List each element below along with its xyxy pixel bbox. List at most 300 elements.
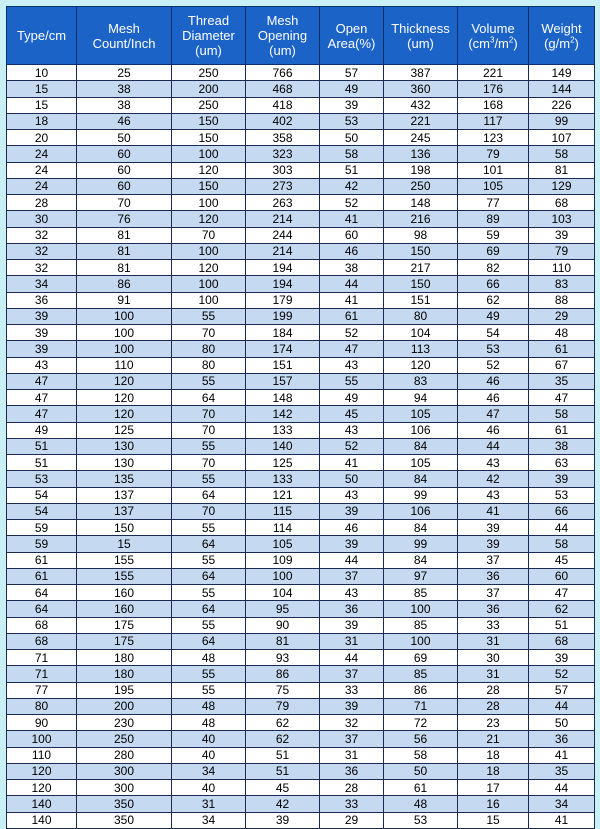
- cell-thickness: 61: [384, 780, 458, 796]
- cell-type-cm: 32: [7, 243, 77, 259]
- cell-type-cm: 49: [7, 422, 77, 438]
- cell-mesh-opening: 468: [246, 81, 320, 97]
- cell-thickness: 221: [384, 113, 458, 129]
- cell-mesh-opening: 402: [246, 113, 320, 129]
- cell-type-cm: 53: [7, 471, 77, 487]
- cell-mesh-count: 38: [77, 97, 172, 113]
- cell-open-area: 57: [320, 65, 384, 81]
- cell-open-area: 60: [320, 227, 384, 243]
- mesh-spec-table-container: [6, 6, 594, 828]
- cell-open-area: 53: [320, 113, 384, 129]
- cell-open-area: 47: [320, 341, 384, 357]
- cell-weight: 44: [529, 780, 595, 796]
- table-row: [7, 146, 595, 162]
- cell-weight: 103: [529, 211, 595, 227]
- cell-open-area: 50: [320, 130, 384, 146]
- cell-thickness: 100: [384, 601, 458, 617]
- table-row: [7, 276, 595, 292]
- cell-weight: 35: [529, 763, 595, 779]
- cell-mesh-opening: 174: [246, 341, 320, 357]
- cell-open-area: 43: [320, 585, 384, 601]
- cell-volume: 47: [458, 406, 529, 422]
- table-row: [7, 503, 595, 519]
- header-thickness: Thickness (um): [384, 7, 458, 65]
- cell-thread-diameter: 70: [172, 422, 246, 438]
- cell-weight: 57: [529, 682, 595, 698]
- cell-mesh-opening: 51: [246, 747, 320, 763]
- table-row: [7, 341, 595, 357]
- cell-open-area: 52: [320, 195, 384, 211]
- cell-mesh-opening: 105: [246, 536, 320, 552]
- cell-mesh-count: 155: [77, 568, 172, 584]
- cell-thread-diameter: 55: [172, 552, 246, 568]
- cell-type-cm: 61: [7, 568, 77, 584]
- cell-thickness: 387: [384, 65, 458, 81]
- cell-weight: 51: [529, 617, 595, 633]
- cell-open-area: 28: [320, 780, 384, 796]
- cell-type-cm: 47: [7, 406, 77, 422]
- cell-weight: 88: [529, 292, 595, 308]
- cell-thread-diameter: 70: [172, 227, 246, 243]
- cell-thickness: 105: [384, 406, 458, 422]
- cell-type-cm: 71: [7, 650, 77, 666]
- cell-mesh-opening: 79: [246, 698, 320, 714]
- cell-type-cm: 18: [7, 113, 77, 129]
- cell-open-area: 36: [320, 601, 384, 617]
- cell-type-cm: 120: [7, 763, 77, 779]
- cell-weight: 129: [529, 178, 595, 194]
- cell-mesh-count: 81: [77, 227, 172, 243]
- table-row: [7, 536, 595, 552]
- cell-weight: 60: [529, 568, 595, 584]
- cell-volume: 31: [458, 666, 529, 682]
- cell-open-area: 52: [320, 325, 384, 341]
- cell-type-cm: 32: [7, 227, 77, 243]
- cell-thread-diameter: 48: [172, 698, 246, 714]
- cell-thread-diameter: 200: [172, 81, 246, 97]
- table-row: [7, 162, 595, 178]
- cell-open-area: 49: [320, 390, 384, 406]
- cell-volume: 31: [458, 633, 529, 649]
- cell-mesh-count: 195: [77, 682, 172, 698]
- cell-thickness: 250: [384, 178, 458, 194]
- cell-weight: 39: [529, 471, 595, 487]
- cell-thickness: 48: [384, 796, 458, 812]
- cell-thread-diameter: 100: [172, 276, 246, 292]
- cell-thread-diameter: 55: [172, 308, 246, 324]
- cell-thickness: 98: [384, 227, 458, 243]
- cell-thread-diameter: 55: [172, 682, 246, 698]
- cell-open-area: 46: [320, 243, 384, 259]
- cell-thread-diameter: 64: [172, 536, 246, 552]
- cell-mesh-opening: 133: [246, 471, 320, 487]
- cell-type-cm: 54: [7, 487, 77, 503]
- cell-weight: 58: [529, 146, 595, 162]
- cell-thread-diameter: 120: [172, 260, 246, 276]
- table-row: [7, 422, 595, 438]
- cell-open-area: 39: [320, 698, 384, 714]
- cell-mesh-opening: 51: [246, 763, 320, 779]
- table-row: [7, 243, 595, 259]
- table-row: [7, 747, 595, 763]
- cell-mesh-opening: 194: [246, 276, 320, 292]
- cell-mesh-count: 50: [77, 130, 172, 146]
- cell-thickness: 216: [384, 211, 458, 227]
- cell-open-area: 51: [320, 162, 384, 178]
- cell-weight: 45: [529, 552, 595, 568]
- cell-volume: 44: [458, 438, 529, 454]
- cell-mesh-count: 180: [77, 650, 172, 666]
- cell-mesh-count: 76: [77, 211, 172, 227]
- cell-thread-diameter: 40: [172, 747, 246, 763]
- header-volume: Volume $(cm^3/m^2)$: [458, 7, 529, 65]
- cell-mesh-opening: 179: [246, 292, 320, 308]
- cell-type-cm: 64: [7, 585, 77, 601]
- cell-volume: 41: [458, 503, 529, 519]
- cell-weight: 44: [529, 520, 595, 536]
- cell-mesh-opening: 100: [246, 568, 320, 584]
- cell-open-area: 58: [320, 146, 384, 162]
- cell-volume: 46: [458, 390, 529, 406]
- cell-type-cm: 15: [7, 81, 77, 97]
- cell-mesh-opening: 273: [246, 178, 320, 194]
- cell-type-cm: 10: [7, 65, 77, 81]
- cell-thread-diameter: 55: [172, 585, 246, 601]
- cell-thickness: 84: [384, 471, 458, 487]
- cell-thickness: 85: [384, 617, 458, 633]
- cell-type-cm: 59: [7, 520, 77, 536]
- cell-type-cm: 39: [7, 341, 77, 357]
- cell-weight: 83: [529, 276, 595, 292]
- cell-weight: 144: [529, 81, 595, 97]
- cell-mesh-count: 130: [77, 438, 172, 454]
- cell-weight: 35: [529, 373, 595, 389]
- cell-weight: 39: [529, 650, 595, 666]
- cell-type-cm: 120: [7, 780, 77, 796]
- cell-mesh-count: 137: [77, 487, 172, 503]
- table-row: [7, 715, 595, 731]
- cell-weight: 110: [529, 260, 595, 276]
- cell-thread-diameter: 150: [172, 113, 246, 129]
- table-row: [7, 568, 595, 584]
- table-row: [7, 325, 595, 341]
- cell-mesh-opening: 358: [246, 130, 320, 146]
- table-row: [7, 682, 595, 698]
- cell-type-cm: 77: [7, 682, 77, 698]
- cell-type-cm: 59: [7, 536, 77, 552]
- cell-thread-diameter: 34: [172, 812, 246, 828]
- cell-weight: 68: [529, 195, 595, 211]
- cell-thread-diameter: 70: [172, 406, 246, 422]
- table-row: [7, 455, 595, 471]
- cell-open-area: 43: [320, 487, 384, 503]
- table-row: [7, 698, 595, 714]
- cell-volume: 82: [458, 260, 529, 276]
- table-row: [7, 211, 595, 227]
- cell-weight: 67: [529, 357, 595, 373]
- cell-weight: 39: [529, 227, 595, 243]
- cell-volume: 28: [458, 682, 529, 698]
- cell-mesh-opening: 109: [246, 552, 320, 568]
- cell-open-area: 49: [320, 81, 384, 97]
- cell-weight: 61: [529, 422, 595, 438]
- cell-weight: 62: [529, 601, 595, 617]
- cell-open-area: 29: [320, 812, 384, 828]
- cell-weight: 38: [529, 438, 595, 454]
- cell-weight: 47: [529, 390, 595, 406]
- cell-volume: 16: [458, 796, 529, 812]
- cell-volume: 39: [458, 536, 529, 552]
- cell-mesh-count: 60: [77, 162, 172, 178]
- table-row: [7, 520, 595, 536]
- cell-weight: 41: [529, 812, 595, 828]
- cell-thread-diameter: 48: [172, 715, 246, 731]
- cell-thread-diameter: 250: [172, 97, 246, 113]
- cell-mesh-opening: 104: [246, 585, 320, 601]
- table-row: [7, 195, 595, 211]
- cell-volume: 37: [458, 552, 529, 568]
- cell-volume: 66: [458, 276, 529, 292]
- cell-mesh-count: 180: [77, 666, 172, 682]
- cell-mesh-count: 70: [77, 195, 172, 211]
- cell-mesh-count: 110: [77, 357, 172, 373]
- cell-volume: 117: [458, 113, 529, 129]
- cell-mesh-count: 350: [77, 796, 172, 812]
- cell-mesh-opening: 214: [246, 243, 320, 259]
- cell-mesh-opening: 323: [246, 146, 320, 162]
- table-row: [7, 292, 595, 308]
- cell-mesh-opening: 62: [246, 715, 320, 731]
- cell-thickness: 84: [384, 552, 458, 568]
- cell-thread-diameter: 31: [172, 796, 246, 812]
- cell-volume: 69: [458, 243, 529, 259]
- cell-mesh-opening: 766: [246, 65, 320, 81]
- cell-thickness: 85: [384, 585, 458, 601]
- cell-volume: 54: [458, 325, 529, 341]
- cell-volume: 36: [458, 568, 529, 584]
- cell-mesh-opening: 90: [246, 617, 320, 633]
- cell-open-area: 52: [320, 438, 384, 454]
- cell-volume: 52: [458, 357, 529, 373]
- header-row: [7, 7, 595, 65]
- cell-thickness: 56: [384, 731, 458, 747]
- cell-mesh-count: 230: [77, 715, 172, 731]
- cell-mesh-opening: 39: [246, 812, 320, 828]
- cell-mesh-count: 25: [77, 65, 172, 81]
- table-row: [7, 731, 595, 747]
- cell-thickness: 104: [384, 325, 458, 341]
- cell-mesh-count: 280: [77, 747, 172, 763]
- cell-mesh-count: 125: [77, 422, 172, 438]
- cell-weight: 53: [529, 487, 595, 503]
- cell-mesh-opening: 114: [246, 520, 320, 536]
- cell-type-cm: 54: [7, 503, 77, 519]
- cell-mesh-count: 86: [77, 276, 172, 292]
- cell-open-area: 46: [320, 520, 384, 536]
- cell-mesh-count: 155: [77, 552, 172, 568]
- cell-mesh-count: 120: [77, 390, 172, 406]
- cell-weight: 68: [529, 633, 595, 649]
- cell-open-area: 33: [320, 796, 384, 812]
- cell-volume: 18: [458, 747, 529, 763]
- cell-thread-diameter: 150: [172, 130, 246, 146]
- cell-volume: 43: [458, 455, 529, 471]
- cell-type-cm: 34: [7, 276, 77, 292]
- cell-thickness: 432: [384, 97, 458, 113]
- cell-mesh-count: 160: [77, 585, 172, 601]
- cell-thickness: 97: [384, 568, 458, 584]
- cell-mesh-count: 137: [77, 503, 172, 519]
- table-row: [7, 81, 595, 97]
- cell-mesh-opening: 157: [246, 373, 320, 389]
- cell-mesh-count: 15: [77, 536, 172, 552]
- cell-open-area: 50: [320, 471, 384, 487]
- cell-type-cm: 32: [7, 260, 77, 276]
- cell-thickness: 84: [384, 520, 458, 536]
- cell-weight: 61: [529, 341, 595, 357]
- cell-thickness: 151: [384, 292, 458, 308]
- table-row: [7, 97, 595, 113]
- cell-thickness: 360: [384, 81, 458, 97]
- table-row: [7, 130, 595, 146]
- table-row: [7, 406, 595, 422]
- cell-open-area: 36: [320, 763, 384, 779]
- cell-open-area: 33: [320, 682, 384, 698]
- cell-volume: 79: [458, 146, 529, 162]
- cell-type-cm: 61: [7, 552, 77, 568]
- cell-volume: 49: [458, 308, 529, 324]
- cell-type-cm: 24: [7, 162, 77, 178]
- cell-mesh-opening: 244: [246, 227, 320, 243]
- cell-mesh-count: 200: [77, 698, 172, 714]
- cell-thread-diameter: 80: [172, 341, 246, 357]
- cell-weight: 107: [529, 130, 595, 146]
- cell-type-cm: 36: [7, 292, 77, 308]
- table-row: [7, 471, 595, 487]
- cell-volume: 30: [458, 650, 529, 666]
- cell-type-cm: 68: [7, 617, 77, 633]
- header-mesh-count: Mesh Count/Inch: [77, 7, 172, 65]
- cell-thread-diameter: 64: [172, 633, 246, 649]
- cell-mesh-count: 60: [77, 178, 172, 194]
- cell-thread-diameter: 55: [172, 373, 246, 389]
- table-row: [7, 780, 595, 796]
- cell-volume: 18: [458, 763, 529, 779]
- cell-type-cm: 68: [7, 633, 77, 649]
- cell-type-cm: 80: [7, 698, 77, 714]
- cell-weight: 66: [529, 503, 595, 519]
- cell-weight: 81: [529, 162, 595, 178]
- cell-weight: 226: [529, 97, 595, 113]
- cell-weight: 99: [529, 113, 595, 129]
- cell-mesh-opening: 140: [246, 438, 320, 454]
- cell-mesh-opening: 75: [246, 682, 320, 698]
- cell-thread-diameter: 64: [172, 568, 246, 584]
- cell-mesh-opening: 93: [246, 650, 320, 666]
- cell-weight: 29: [529, 308, 595, 324]
- cell-thread-diameter: 55: [172, 666, 246, 682]
- cell-thread-diameter: 120: [172, 162, 246, 178]
- table-body: [7, 65, 595, 829]
- cell-volume: 46: [458, 422, 529, 438]
- header-open-area: Open Area(%): [320, 7, 384, 65]
- cell-open-area: 39: [320, 617, 384, 633]
- cell-type-cm: 140: [7, 796, 77, 812]
- cell-thickness: 120: [384, 357, 458, 373]
- cell-mesh-opening: 303: [246, 162, 320, 178]
- cell-type-cm: 47: [7, 373, 77, 389]
- cell-volume: 59: [458, 227, 529, 243]
- table-row: [7, 617, 595, 633]
- cell-weight: 79: [529, 243, 595, 259]
- cell-thickness: 86: [384, 682, 458, 698]
- cell-type-cm: 90: [7, 715, 77, 731]
- cell-volume: 77: [458, 195, 529, 211]
- cell-mesh-count: 60: [77, 146, 172, 162]
- cell-open-area: 45: [320, 406, 384, 422]
- cell-weight: 63: [529, 455, 595, 471]
- cell-mesh-opening: 42: [246, 796, 320, 812]
- cell-thread-diameter: 34: [172, 763, 246, 779]
- cell-thickness: 58: [384, 747, 458, 763]
- table-row: [7, 308, 595, 324]
- cell-thickness: 83: [384, 373, 458, 389]
- cell-thickness: 99: [384, 536, 458, 552]
- cell-type-cm: 24: [7, 178, 77, 194]
- cell-volume: 53: [458, 341, 529, 357]
- cell-thickness: 72: [384, 715, 458, 731]
- cell-volume: 176: [458, 81, 529, 97]
- cell-thickness: 53: [384, 812, 458, 828]
- cell-open-area: 38: [320, 260, 384, 276]
- cell-volume: 23: [458, 715, 529, 731]
- cell-mesh-count: 300: [77, 780, 172, 796]
- cell-mesh-count: 150: [77, 520, 172, 536]
- cell-weight: 34: [529, 796, 595, 812]
- cell-thickness: 150: [384, 243, 458, 259]
- cell-thickness: 148: [384, 195, 458, 211]
- header-mesh-opening: Mesh Opening (um): [246, 7, 320, 65]
- cell-thread-diameter: 100: [172, 146, 246, 162]
- cell-thickness: 85: [384, 666, 458, 682]
- cell-open-area: 43: [320, 357, 384, 373]
- table-row: [7, 633, 595, 649]
- cell-type-cm: 71: [7, 666, 77, 682]
- cell-thread-diameter: 48: [172, 650, 246, 666]
- cell-open-area: 31: [320, 747, 384, 763]
- cell-volume: 105: [458, 178, 529, 194]
- cell-weight: 36: [529, 731, 595, 747]
- cell-mesh-count: 81: [77, 243, 172, 259]
- cell-thickness: 106: [384, 503, 458, 519]
- cell-volume: 101: [458, 162, 529, 178]
- cell-thread-diameter: 55: [172, 471, 246, 487]
- cell-weight: 47: [529, 585, 595, 601]
- cell-mesh-opening: 194: [246, 260, 320, 276]
- cell-thread-diameter: 70: [172, 325, 246, 341]
- cell-open-area: 55: [320, 373, 384, 389]
- cell-thickness: 136: [384, 146, 458, 162]
- table-row: [7, 113, 595, 129]
- cell-thread-diameter: 120: [172, 211, 246, 227]
- cell-thread-diameter: 70: [172, 455, 246, 471]
- cell-volume: 42: [458, 471, 529, 487]
- header-thread-diameter: Thread Diameter (um): [172, 7, 246, 65]
- cell-mesh-opening: 151: [246, 357, 320, 373]
- cell-open-area: 41: [320, 211, 384, 227]
- cell-mesh-count: 175: [77, 633, 172, 649]
- cell-thickness: 84: [384, 438, 458, 454]
